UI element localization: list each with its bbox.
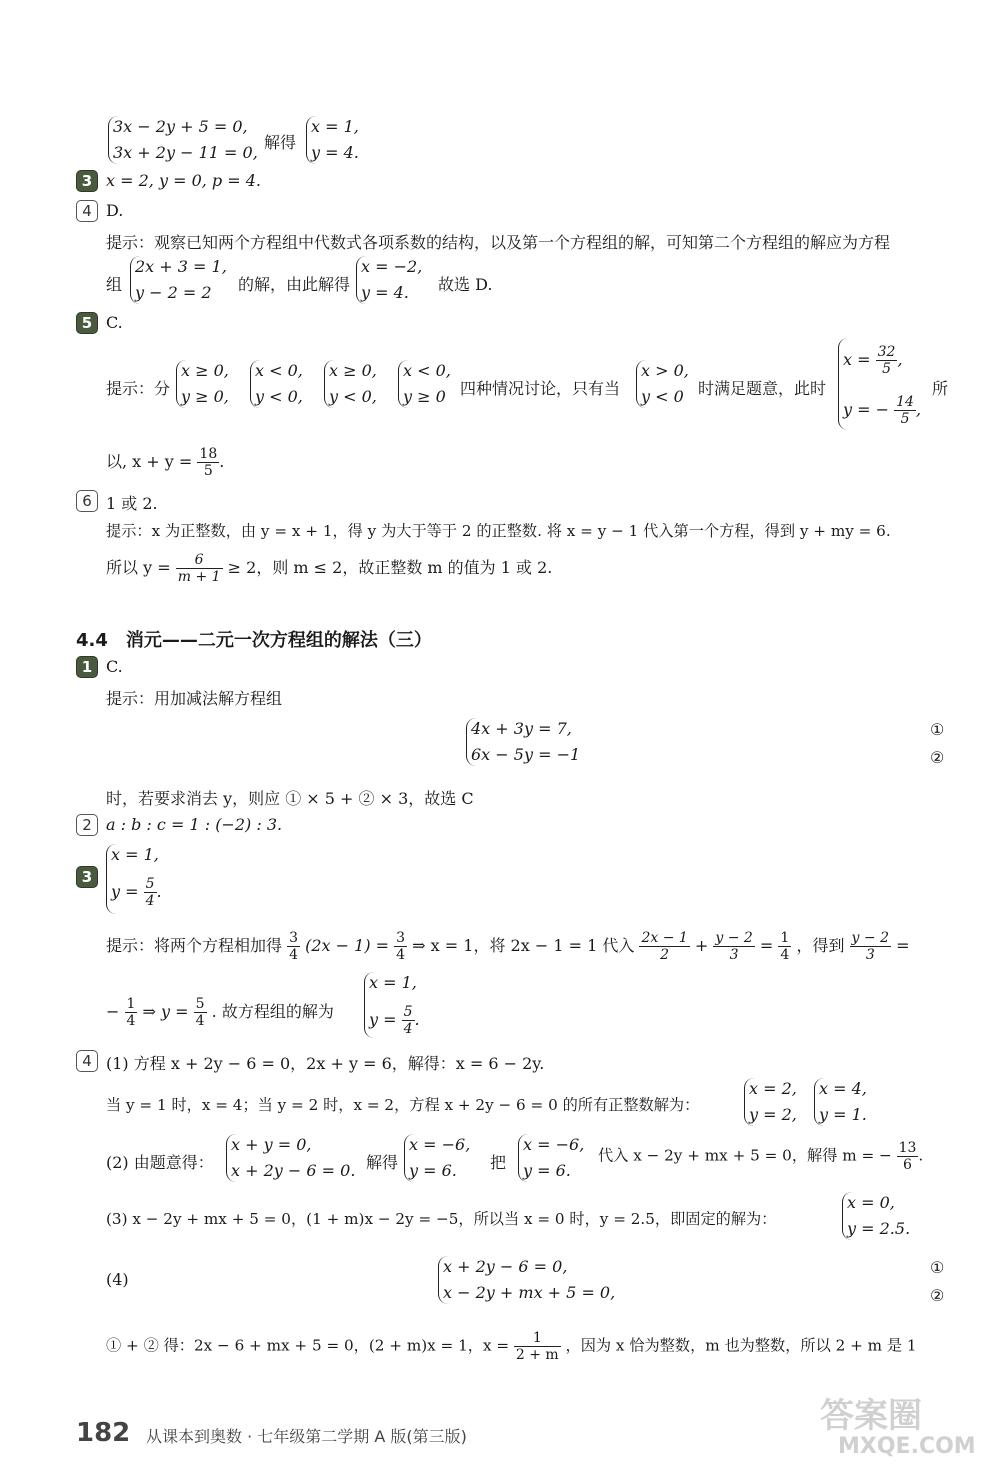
fraction [713, 930, 754, 963]
equation-part: x = [843, 350, 871, 369]
denominator: 3 [729, 947, 739, 963]
hint-text: 四种情况讨论，只有当 [460, 379, 621, 398]
fraction [639, 930, 689, 963]
numerator: 1 [780, 930, 790, 946]
answer-text: 把 [490, 1153, 507, 1172]
numerator: 3 [289, 930, 299, 946]
equation-part: y = [111, 882, 139, 901]
fraction [394, 930, 407, 963]
answer-text: 当 y = 1 时，x = 4；当 y = 2 时，x = 2，方程 x + 2y − 6 = 0 的所有正整数解为： [106, 1096, 700, 1114]
equation-line: x = −6, [523, 1135, 585, 1154]
hint-text: 提示：分 [106, 379, 171, 398]
equation-line: x = 1, [369, 973, 417, 992]
equation-system [130, 256, 235, 304]
equation-line: y = 6. [523, 1161, 571, 1180]
fraction [287, 930, 300, 963]
hint-text: ≥ 2，则 m ≤ 2，故正整数 m 的值为 1 或 2. [227, 558, 553, 577]
numerator: 1 [514, 1330, 561, 1347]
equation-system [466, 718, 621, 766]
equation-line: x ≥ 0, [329, 361, 377, 380]
denominator: 4 [780, 947, 790, 963]
operator: − [106, 1002, 120, 1021]
numerator: 1 [126, 996, 136, 1012]
fraction [897, 1140, 919, 1173]
case-system [398, 360, 461, 408]
answer-text: ① + ② 得：2x − 6 + mx + 5 = 0，(2 + m)x = 1，x = [106, 1336, 510, 1355]
denominator: m + 1 [177, 569, 221, 585]
answer-text: C. [106, 657, 123, 676]
numerator: 5 [145, 876, 155, 892]
answer-text: 代入 x − 2y + mx + 5 = 0，解得 m = − [598, 1146, 892, 1165]
equation-line: y = 4. [361, 283, 409, 302]
solution-system [744, 1078, 809, 1126]
numerator: 18 [199, 446, 218, 462]
fraction [850, 930, 891, 963]
numerator: 32 [877, 344, 896, 360]
question-number-badge: 2 [76, 814, 98, 836]
denominator: 3 [865, 947, 875, 963]
equation-line: x + y = 0, [231, 1135, 312, 1154]
answer-text: D. [106, 201, 124, 220]
hint-text: 提示：将两个方程相加得 [106, 936, 283, 955]
question-number-badge: 4 [76, 200, 98, 222]
denominator: 4 [126, 1013, 136, 1029]
hint-text: 的解，由此解得 [238, 275, 351, 294]
equation-line: x < 0, [255, 361, 303, 380]
hint-text: 提示：用加减法解方程组 [106, 689, 283, 708]
equation-line: x = 1, [111, 845, 159, 864]
equation-line: y < 0, [255, 387, 303, 406]
equation-marker: ① [930, 720, 945, 739]
equation-line: x = −2, [361, 257, 423, 276]
equation-line: x < 0, [403, 361, 451, 380]
equation-line: 6x − 5y = −1 [471, 745, 581, 764]
numerator: 5 [195, 996, 205, 1012]
numerator: 13 [898, 1140, 917, 1156]
equation-line: x − 2y + mx + 5 = 0, [443, 1283, 616, 1302]
denominator: 2 + m [515, 1347, 559, 1363]
equation-line: y = 2.5. [847, 1219, 911, 1238]
answer-text: C. [106, 313, 123, 332]
operator: + [694, 936, 709, 955]
hint-text: 提示：x 为正整数，由 y = x + 1，得 y 为大于等于 2 的正整数. 将 x = y − 1 代入第一个方程，得到 y + my = 6. [106, 522, 891, 540]
fraction [144, 876, 157, 909]
equation-line: x = 0, [847, 1193, 895, 1212]
denominator: 4 [145, 893, 155, 909]
solution-system: x = $\frac{32}{5}$ , y = − $\frac{14}{5}$ , [838, 338, 933, 430]
fraction [778, 930, 791, 963]
watermark-url: MXQE.COM [838, 1434, 976, 1459]
fraction [876, 344, 898, 377]
question-number-badge: 4 [76, 1050, 98, 1072]
equation-line: y ≥ 0, [181, 387, 229, 406]
numerator: 5 [403, 1004, 413, 1020]
watermark-logo: 答案圈 [820, 1396, 922, 1436]
hint-text: 时满足题意，此时 [698, 379, 827, 398]
solution-system [404, 1134, 485, 1182]
numerator: 3 [396, 930, 406, 946]
fraction [894, 394, 916, 427]
equation-line: y = 6. [409, 1161, 457, 1180]
solution-system [842, 1192, 927, 1240]
numerator: 2x − 1 [641, 930, 688, 946]
answer-text: ，因为 x 恰为整数，m 也为整数，所以 2 + m 是 1 [565, 1336, 917, 1355]
equation-line: x = −6, [409, 1135, 471, 1154]
equation-marker: ② [930, 748, 945, 767]
answer-text: a : b : c = 1 : (−2) : 3. [106, 815, 283, 834]
numerator: y − 2 [715, 930, 753, 946]
equation-system [108, 116, 263, 164]
answer-text: (3) x − 2y + mx + 5 = 0，(1 + m)x − 2y = −5，所以当 x = 0 时，y = 2.5，即固定的解为： [106, 1210, 777, 1228]
numerator: 14 [896, 394, 914, 410]
denominator: 4 [396, 947, 406, 963]
case-system [176, 360, 243, 408]
denominator: 4 [403, 1021, 413, 1037]
hint-text: ，得到 [796, 936, 845, 955]
fraction [125, 996, 138, 1029]
equation-line: x = 4, [819, 1079, 867, 1098]
equation-line: 3x + 2y − 11 = 0, [113, 143, 258, 162]
answer-text: (4) [106, 1270, 129, 1289]
equation-line: x = 2, [749, 1079, 797, 1098]
equation-line: y = 1. [819, 1105, 867, 1124]
fraction [402, 1004, 415, 1037]
section-heading: 4.4 消元——二元一次方程组的解法（三） [76, 630, 432, 651]
equation-line: y < 0 [641, 387, 684, 406]
answer-text: (2) 由题意得： [106, 1153, 214, 1172]
equation-system [226, 1134, 361, 1182]
equation-line: x ≥ 0, [181, 361, 229, 380]
hint-text: 提示：观察已知两个方程组中代数式各项系数的结构，以及第一个方程组的解，可知第二个方程组的解应为方程 [106, 233, 891, 252]
fraction [194, 996, 207, 1029]
question-number-badge: 3 [76, 170, 98, 192]
case-system [250, 360, 317, 408]
hint-text: 组 [106, 275, 123, 294]
question-number-badge: 5 [76, 312, 98, 334]
equation-line: 2x + 3 = 1, [135, 257, 227, 276]
hint-text: ⇒ y = [142, 1002, 189, 1021]
equation-system [438, 1256, 643, 1304]
hint-text: 所以 y = [106, 558, 171, 577]
denominator: 4 [195, 1013, 205, 1029]
equation-line: x + 2y − 6 = 0, [443, 1257, 568, 1276]
question-number-badge: 3 [76, 866, 98, 888]
solution-system [518, 1134, 599, 1182]
equation-line: 4x + 3y = 7, [471, 719, 572, 738]
solution-system: x = 1, y = $\frac{5}{4}$ . [106, 844, 191, 914]
denominator: 2 [660, 947, 670, 963]
case-system [636, 360, 699, 408]
answer-text: (1) 方程 x + 2y − 6 = 0，2x + y = 6，解得：x = 6 − 2y. [106, 1054, 545, 1073]
fraction [197, 446, 219, 479]
hint-text: 故选 D. [438, 275, 493, 294]
question-number-badge: 1 [76, 656, 98, 678]
denominator: 5 [203, 463, 213, 479]
equation-line: y ≥ 0 [403, 387, 446, 406]
equation-line: x + 2y − 6 = 0. [231, 1161, 356, 1180]
solution-system [814, 1078, 879, 1126]
answer-text: 解得 [366, 1153, 399, 1172]
hint-text: 时，若要求消去 y，则应 ① × 5 + ② × 3，故选 C [106, 789, 474, 808]
equation-line: y = 4. [311, 143, 359, 162]
question-number-badge: 6 [76, 490, 98, 512]
equation-line: 3x − 2y + 5 = 0, [113, 117, 248, 136]
page-number: 182 [76, 1418, 131, 1448]
solution-system [356, 256, 437, 304]
equation-line: y < 0, [329, 387, 377, 406]
denominator: 5 [900, 411, 910, 427]
numerator: y − 2 [851, 930, 889, 946]
fraction [514, 1330, 561, 1363]
equation-part: y = − [843, 400, 890, 419]
operator: = [896, 936, 910, 955]
equation-part: y = [369, 1010, 397, 1029]
fraction [176, 552, 223, 585]
equation-line: x > 0, [641, 361, 689, 380]
solution-system: x = 1, y = $\frac{5}{4}$ . [364, 972, 449, 1038]
hint-text: . 故方程组的解为 [211, 1002, 334, 1021]
equation-line: x = 1, [311, 117, 359, 136]
equation-line: y = 2, [749, 1105, 797, 1124]
denominator: 5 [882, 361, 891, 377]
hint-text: 所 [932, 379, 949, 398]
equation-line: y − 2 = 2 [135, 283, 212, 302]
denominator: 4 [289, 947, 299, 963]
hint-text: (2x − 1) = [305, 936, 390, 955]
hint-text: 以, x + y = [106, 452, 193, 471]
answer-text: x = 2, y = 0, p = 4. [106, 171, 262, 190]
numerator: 6 [176, 552, 223, 569]
equation-marker: ① [930, 1258, 945, 1277]
answer-text: 1 或 2. [106, 494, 158, 513]
case-system [324, 360, 391, 408]
equation-marker: ② [930, 1286, 945, 1305]
operator: = [759, 936, 774, 955]
text: 解得 [264, 133, 297, 152]
denominator: 6 [903, 1157, 912, 1173]
book-title: 从课本到奥数 · 七年级第二学期 A 版(第三版) [146, 1427, 467, 1446]
solution-system [306, 116, 381, 164]
hint-text: ⇒ x = 1，将 2x − 1 = 1 代入 [412, 936, 635, 955]
